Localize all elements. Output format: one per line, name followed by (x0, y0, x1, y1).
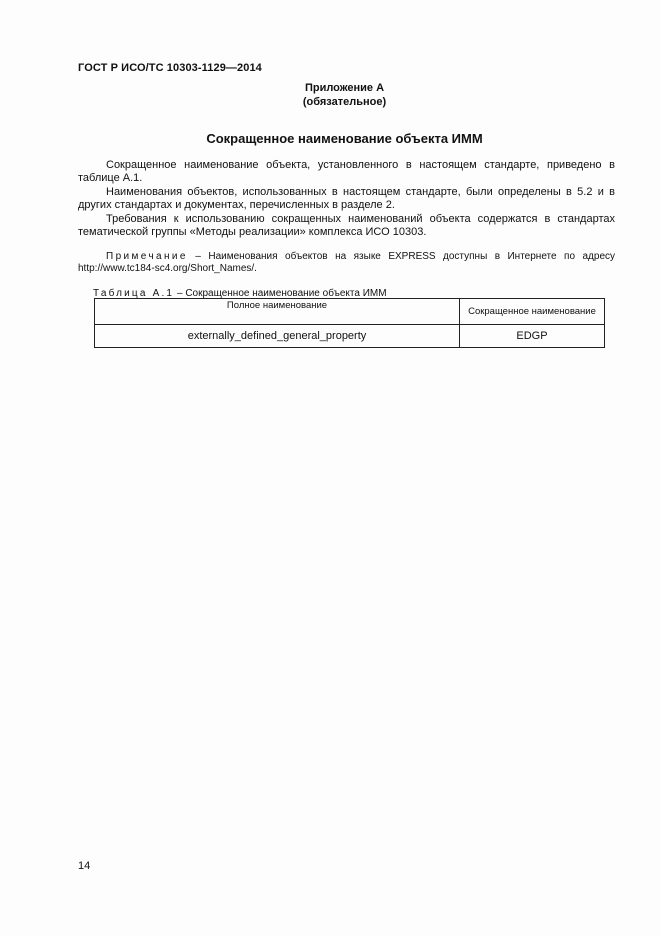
note-label: Примечание (106, 251, 188, 262)
paragraph-3: Требования к использованию сокращенных наименований объекта содержатся в стандартах тематической группы «Методы реализации» комплекса ИСО 10303. (78, 213, 615, 238)
note-text: – Наименования объектов на языке EXPRESS доступны в Интернете по адресу http://www.tc184-sc4.org/Short_Names/. (78, 251, 615, 274)
document-header: ГОСТ Р ИСО/ТС 10303-1129—2014 (78, 62, 262, 74)
table-caption-label: Таблица А.1 (93, 288, 175, 299)
appendix-title: Приложение А (304, 82, 385, 94)
table-cell-short-name: EDGP (460, 325, 605, 348)
table-caption-text: – Сокращенное наименование объекта ИММ (174, 288, 387, 299)
table-header-short-name: Сокращенное наименование (460, 299, 605, 325)
appendix-status: (обязательное) (302, 96, 387, 108)
paragraph-1: Сокращенное наименование объекта, установленного в настоящем стандарте, приведено в таблице А.1. (78, 159, 615, 184)
abbreviation-table (94, 298, 605, 348)
table-header-row (95, 299, 605, 325)
page-number: 14 (78, 860, 91, 872)
table-cell-full-name: externally_defined_general_property (95, 325, 460, 348)
table-header-full-name: Полное наименование (95, 299, 460, 325)
table-row (95, 325, 605, 348)
paragraph-2: Наименования объектов, использованных в настоящем стандарте, были определены в 5.2 и в других стандартах и документах, перечисленных в разделе 2. (78, 186, 615, 211)
note (78, 251, 615, 275)
section-title: Сокращенное наименование объекта ИММ (206, 131, 483, 146)
